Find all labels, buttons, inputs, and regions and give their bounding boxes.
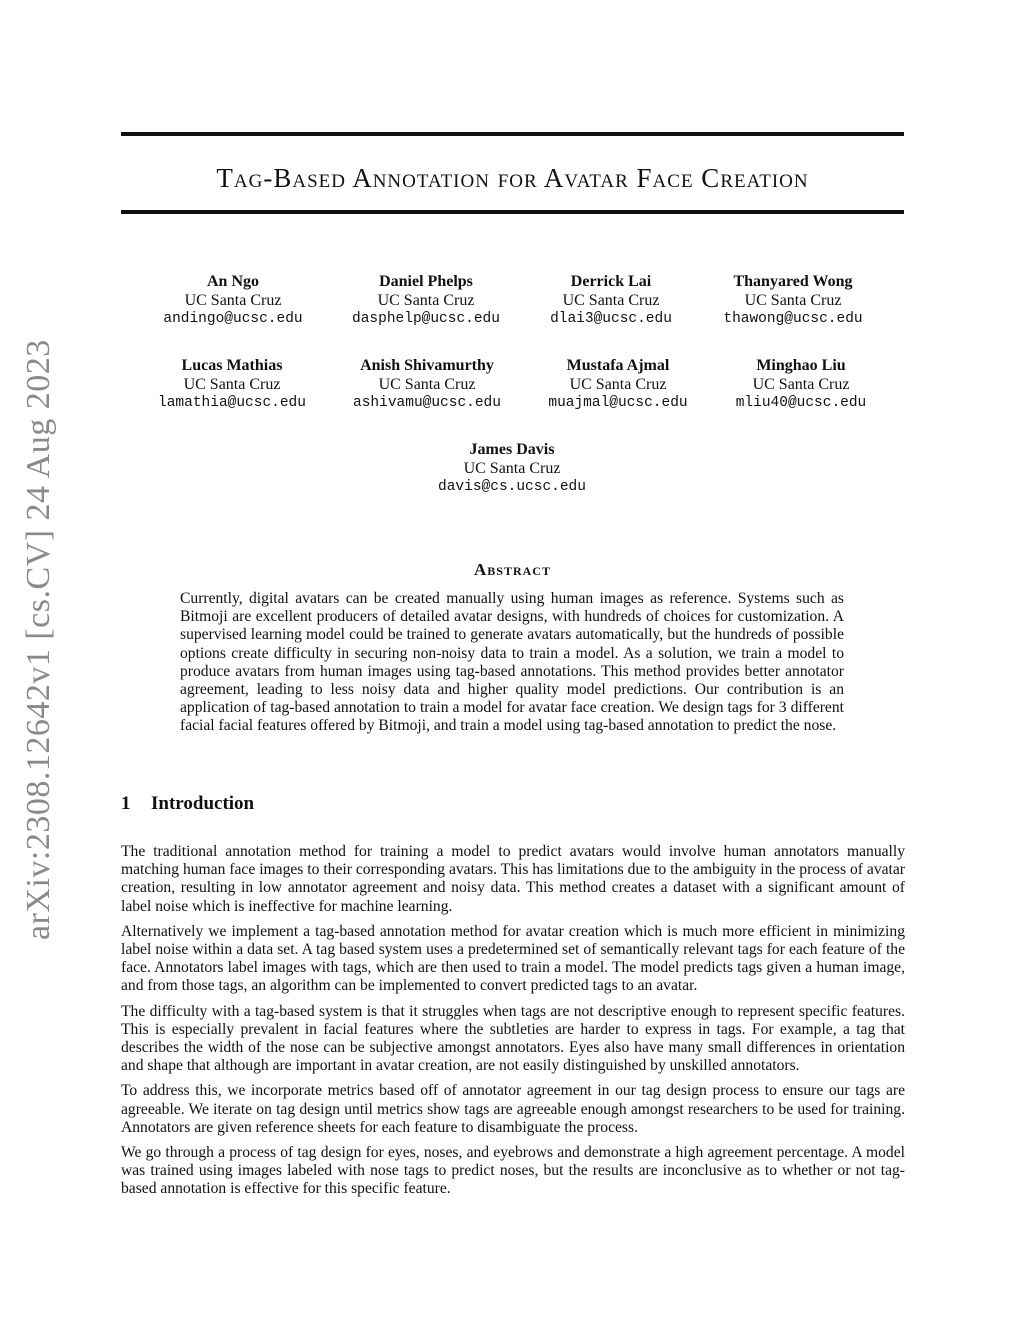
paragraph: Alternatively we implement a tag-based annotation method for avatar creation which is much more efficient in minimizing label noise within a data set. A tag based system uses a predetermined set of semantically relevant tags for each feature of the face. Annotators label images with tags, which are then used to train a model. The model predicts tags given a human image, and from those tags, an algorithm can be implemented to convert predicted tags to an avatar. [121, 922, 905, 995]
author-block [412, 440, 612, 497]
paragraph: We go through a process of tag design for eyes, noses, and eyebrows and demonstrate a high agreement percentage. A model was trained using images labeled with nose tags to predict noses, but the results are inconclusive as to whether or not tag-based annotation is effective for this specific feature. [121, 1144, 905, 1198]
paragraph: The difficulty with a tag-based system is that it struggles when tags are not descriptive enough to represent specific features. This is especially prevalent in facial features where the subtleties are harder to express in tags. For example, a tag that describes the width of the nose can be subjective amongst annotators. Eyes also have many small differences in orientation and shape that although are important in avatar creation, are not easily distinguished by unskilled annotators. [121, 1002, 905, 1075]
author-email: dasphelp@ucsc.edu [352, 311, 500, 327]
author-email: andingo@ucsc.edu [163, 311, 303, 327]
section-title: Introduction [151, 793, 255, 814]
author-block [701, 356, 901, 413]
author-affiliation: UC Santa Cruz [752, 376, 850, 393]
author-name: James Davis [469, 441, 555, 458]
author-email: lamathia@ucsc.edu [158, 395, 306, 411]
author-affiliation: UC Santa Cruz [562, 292, 660, 309]
author-email: mliu40@ucsc.edu [735, 395, 867, 411]
author-block [693, 272, 893, 329]
author-name: Mustafa Ajmal [566, 357, 670, 374]
paragraph: The traditional annotation method for training a model to predict avatars would involve human annotators manually matching human face images to their corresponding avatars. This has limitations due to the ambiguity in the process of avatar creation, resulting in low annotator agreement and noisy data. This method creates a dataset with a significant amount of label noise which is ineffective for machine learning. [121, 843, 905, 915]
author-email: davis@cs.ucsc.edu [438, 479, 586, 495]
author-block [511, 272, 711, 329]
paper-title: Tag-Based Annotation for Avatar Face Creation [216, 163, 809, 193]
author-block [133, 272, 333, 329]
introduction-body [121, 843, 905, 1206]
section-heading [121, 793, 254, 815]
abstract-text: Currently, digital avatars can be created manually using human images as reference. Systems such as Bitmoji are excellent producers of detailed avatar designs, with hundreds of choices for customization. A supervised learning model could be trained to generate avatars automatically, but the hundreds of possible options create difficulty in securing non-noisy data to train a model. As a solution, we train a model to produce avatars from human images using tag-based annotations. This method provides better annotator agreement, leading to less noisy data and higher quality model predictions. Our contribution is an application of tag-based annotation to train a model for avatar face creation. We design tags for 3 different facial facial features offered by Bitmoji, and train a model using tag-based annotation to predict the nose. [180, 590, 844, 735]
author-name: Lucas Mathias [181, 357, 283, 374]
arxiv-stamp: arXiv:2308.12642v1 [cs.CV] 24 Aug 2023 [20, 339, 57, 940]
author-block [132, 356, 332, 413]
author-email: dlai3@ucsc.edu [550, 311, 672, 327]
author-block [326, 272, 526, 329]
title-bottom-rule [121, 210, 904, 214]
author-name: Derrick Lai [570, 273, 652, 290]
author-name: An Ngo [206, 273, 259, 290]
paragraph: To address this, we incorporate metrics based off of annotator agreement in our tag design process to ensure our tags are agreeable. We iterate on tag design until metrics show tags are agreeable enough amongst researchers to be used for training. Annotators are given reference sheets for each feature to disambiguate the process. [121, 1082, 905, 1136]
author-email: ashivamu@ucsc.edu [353, 395, 501, 411]
author-affiliation: UC Santa Cruz [569, 376, 667, 393]
author-block [518, 356, 718, 413]
author-affiliation: UC Santa Cruz [184, 292, 282, 309]
author-name: Daniel Phelps [379, 273, 473, 290]
title-top-rule [121, 132, 904, 136]
author-name: Anish Shivamurthy [360, 357, 494, 374]
author-affiliation: UC Santa Cruz [744, 292, 842, 309]
abstract-heading: Abstract [474, 560, 551, 579]
author-email: thawong@ucsc.edu [723, 311, 863, 327]
section-number: 1 [121, 793, 131, 814]
author-affiliation: UC Santa Cruz [378, 376, 476, 393]
author-affiliation: UC Santa Cruz [377, 292, 475, 309]
author-name: Minghao Liu [756, 357, 846, 374]
author-affiliation: UC Santa Cruz [183, 376, 281, 393]
author-email: muajmal@ucsc.edu [548, 395, 688, 411]
author-block [327, 356, 527, 413]
author-affiliation: UC Santa Cruz [463, 460, 561, 477]
author-name: Thanyared Wong [733, 273, 853, 290]
